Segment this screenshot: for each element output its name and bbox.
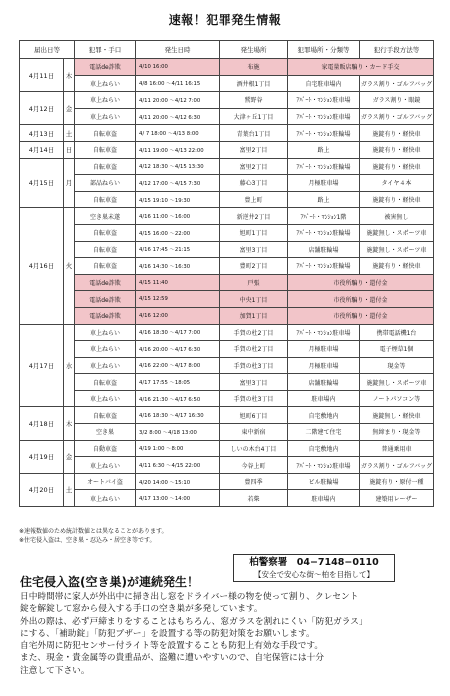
- occurrence-place: 富里2丁目: [220, 141, 288, 158]
- crime-type: オートバイ盗: [75, 473, 136, 490]
- report-date: 4月11日: [20, 59, 64, 92]
- table-row: [20, 75, 434, 92]
- occurrence-datetime: 4/8 16:00 〜4/11 16:15: [136, 75, 220, 92]
- crime-method: ガラス割り・ゴルフバッグ: [360, 108, 434, 125]
- occurrence-place: 加賀1丁目: [220, 307, 288, 324]
- table-body: [20, 59, 434, 507]
- warning-headline: 住宅侵入盗(空き巣)が連続発生！: [20, 575, 199, 589]
- crime-category: 家電量販店騙り・カード手交: [288, 59, 434, 76]
- day-of-week: 木: [64, 59, 75, 92]
- crime-category: ビル駐輪場: [288, 473, 360, 490]
- report-date: 4月17日: [20, 324, 64, 407]
- police-contact-box: [233, 554, 395, 582]
- occurrence-datetime: 4/16 18:30 〜4/17 16:30: [136, 407, 220, 424]
- body-line: 注意して下さい。: [20, 665, 90, 676]
- occurrence-datetime: 4/15 16:00 〜22:00: [136, 224, 220, 241]
- crime-category: 路上: [288, 141, 360, 158]
- report-date: 4月13日: [20, 125, 64, 142]
- table-row: [20, 291, 434, 308]
- occurrence-place: 富里2丁目: [220, 158, 288, 175]
- table-row: [20, 424, 434, 441]
- crime-category: 月極駐車場: [288, 357, 360, 374]
- occurrence-place: 豊四季: [220, 473, 288, 490]
- crime-type: 車上ねらい: [75, 490, 136, 507]
- table-row: [20, 108, 434, 125]
- crime-type: 電話de詐欺: [75, 291, 136, 308]
- table-row: [20, 274, 434, 291]
- crime-type: 車上ねらい: [75, 357, 136, 374]
- crime-type: 自転車盗: [75, 258, 136, 275]
- crime-type: 電話de詐欺: [75, 307, 136, 324]
- crime-type: 車上ねらい: [75, 92, 136, 109]
- table-row: [20, 490, 434, 507]
- crime-method: 現金等: [360, 357, 434, 374]
- crime-type: 車上ねらい: [75, 108, 136, 125]
- table-row: [20, 208, 434, 225]
- report-date: 4月19日: [20, 440, 64, 473]
- body-line: 自宅外周に防犯センサー付ライト等を設置することも防犯上有効な手段です。: [20, 641, 324, 652]
- occurrence-datetime: 3/2 8:00 〜4/18 13:00: [136, 424, 220, 441]
- table-row: [20, 473, 434, 490]
- occurrence-place: 若柴: [220, 490, 288, 507]
- table-row: [20, 440, 434, 457]
- crime-type: 車上ねらい: [75, 75, 136, 92]
- occurrence-datetime: 4/16 20:00 〜4/17 6:30: [136, 341, 220, 358]
- occurrence-datetime: 4/16 17:45 〜21:15: [136, 241, 220, 258]
- body-line: 錠を解錠して窓から侵入する手口の空き巣が多発しています。: [20, 604, 263, 615]
- occurrence-place: 酒井根1丁目: [220, 75, 288, 92]
- report-date: 4月15日: [20, 158, 64, 208]
- header-place: 発生場所: [220, 41, 288, 59]
- crime-type: 自転車盗: [75, 224, 136, 241]
- crime-category: ｱﾊﾟｰﾄ・ﾏﾝｼｮﾝ1階: [288, 208, 360, 225]
- crime-category: 駐車場内: [288, 390, 360, 407]
- day-of-week: 日: [64, 141, 75, 158]
- occurrence-place: 戸張: [220, 274, 288, 291]
- crime-type: 車上ねらい: [75, 390, 136, 407]
- crime-category: 月極駐車場: [288, 341, 360, 358]
- occurrence-datetime: 4/15 12:59: [136, 291, 220, 308]
- crime-method: 施錠有り・軽快車: [360, 125, 434, 142]
- crime-method: 無締まり・現金等: [360, 424, 434, 441]
- report-date: 4月16日: [20, 208, 64, 324]
- occurrence-place: 藤心3丁目: [220, 175, 288, 192]
- report-date: 4月20日: [20, 473, 64, 506]
- occurrence-place: 東中新宿: [220, 424, 288, 441]
- crime-method: 施錠有り・軽快車: [360, 141, 434, 158]
- day-of-week: 月: [64, 158, 75, 208]
- occurrence-place: 青葉台1丁目: [220, 125, 288, 142]
- crime-method: 施錠無し・軽快車: [360, 407, 434, 424]
- occurrence-datetime: 4/16 22:00 〜4/17 8:00: [136, 357, 220, 374]
- crime-category: ｱﾊﾟｰﾄ・ﾏﾝｼｮﾝ駐車場: [288, 324, 360, 341]
- crime-category: ｱﾊﾟｰﾄ・ﾏﾝｼｮﾝ駐輪場: [288, 224, 360, 241]
- occurrence-place: 富里3丁目: [220, 241, 288, 258]
- occurrence-place: 鷲野谷: [220, 92, 288, 109]
- crime-category: 店舗駐輪場: [288, 241, 360, 258]
- table-row: [20, 59, 434, 76]
- crime-method: 施錠無し・スポーツ車: [360, 241, 434, 258]
- occurrence-datetime: 4/12 18:30 〜4/15 13:30: [136, 158, 220, 175]
- table-row: [20, 141, 434, 158]
- table-row: [20, 407, 434, 424]
- crime-method: 携帯電話機1台: [360, 324, 434, 341]
- crime-method: ガラス割り・ゴルフバッグ: [360, 75, 434, 92]
- report-date: 4月18日: [20, 407, 64, 440]
- crime-method: ガラス割り・ゴルフバッグ: [360, 457, 434, 474]
- occurrence-datetime: 4/15 19:10 〜19:30: [136, 191, 220, 208]
- table-row: [20, 258, 434, 275]
- occurrence-datetime: 4/17 13:00 〜14:00: [136, 490, 220, 507]
- crime-type: 車上ねらい: [75, 457, 136, 474]
- crime-category: ｱﾊﾟｰﾄ・ﾏﾝｼｮﾝ駐車場: [288, 457, 360, 474]
- crime-type: 空き巣: [75, 424, 136, 441]
- crime-category: 駐車場内: [288, 490, 360, 507]
- crime-method: ノートパソコン等: [360, 390, 434, 407]
- occurrence-place: 豊上町: [220, 191, 288, 208]
- crime-category: ｱﾊﾟｰﾄ・ﾏﾝｼｮﾝ駐輪場: [288, 125, 360, 142]
- crime-category: 店舗駐輪場: [288, 374, 360, 391]
- table-row: [20, 374, 434, 391]
- occurrence-place: 手賀の杜3丁目: [220, 390, 288, 407]
- crime-category: 自宅敷地内: [288, 440, 360, 457]
- occurrence-datetime: 4/11 20:00 〜4/12 6:30: [136, 108, 220, 125]
- crime-type: 電話de詐欺: [75, 274, 136, 291]
- crime-type: 部品ねらい: [75, 175, 136, 192]
- occurrence-place: 今谷上町: [220, 457, 288, 474]
- crime-method: 施錠無し・スポーツ車: [360, 224, 434, 241]
- occurrence-place: 旭町1丁目: [220, 224, 288, 241]
- occurrence-datetime: 4/19 1:00 〜8:00: [136, 440, 220, 457]
- occurrence-datetime: 4/16 14:30 〜16:30: [136, 258, 220, 275]
- crime-category: 自宅敷地内: [288, 407, 360, 424]
- occurrence-datetime: 4/16 11:00 〜16:00: [136, 208, 220, 225]
- police-slogan: 【安全で安心な街〜柏を目指して】: [254, 570, 374, 579]
- crime-type: 自転車盗: [75, 374, 136, 391]
- table-row: [20, 158, 434, 175]
- note-line: ※住宅侵入盗は、空き巣・忍込み・居空き等です。: [19, 537, 156, 544]
- occurrence-place: しいの木台4丁目: [220, 440, 288, 457]
- header-crime-type: 犯罪・手口: [75, 41, 136, 59]
- occurrence-place: 中央1丁目: [220, 291, 288, 308]
- occurrence-datetime: 4/15 11:40: [136, 274, 220, 291]
- crime-category: ｱﾊﾟｰﾄ・ﾏﾝｼｮﾝ駐輪場: [288, 258, 360, 275]
- crime-category: ｱﾊﾟｰﾄ・ﾏﾝｼｮﾝ駐車場: [288, 92, 360, 109]
- table-row: [20, 341, 434, 358]
- crime-category: 二階建て住宅: [288, 424, 360, 441]
- report-date: 4月14日: [20, 141, 64, 158]
- crime-category: ｱﾊﾟｰﾄ・ﾏﾝｼｮﾝ駐輪場: [288, 158, 360, 175]
- occurrence-place: 旭町6丁目: [220, 407, 288, 424]
- occurrence-place: 豊町2丁目: [220, 258, 288, 275]
- police-phone: 柏警察署 04−7148−0110: [249, 557, 379, 568]
- header-datetime: 発生日時: [136, 41, 220, 59]
- occurrence-datetime: 4/16 18:30 〜4/17 7:00: [136, 324, 220, 341]
- table-row: [20, 457, 434, 474]
- crime-type: 電話de詐欺: [75, 59, 136, 76]
- warning-body: [20, 591, 430, 677]
- occurrence-datetime: 4/10 16:00: [136, 59, 220, 76]
- crime-method: 施錠無し・スポーツ車: [360, 374, 434, 391]
- table-row: [20, 241, 434, 258]
- day-of-week: 土: [64, 473, 75, 506]
- crime-type: 自動車盗: [75, 440, 136, 457]
- body-line: 日中時間帯に家人が外出中に掃き出し窓をドライバー様の物を使って割り、クレセント: [20, 592, 359, 602]
- table-row: [20, 357, 434, 374]
- crime-method: タイヤ４本: [360, 175, 434, 192]
- crime-category: ｱﾊﾟｰﾄ・ﾏﾝｼｮﾝ駐車場: [288, 108, 360, 125]
- crime-method: 普通乗用車: [360, 440, 434, 457]
- table-row: [20, 125, 434, 142]
- header-category: 犯罪場所・分類等: [288, 41, 360, 59]
- crime-type: 車上ねらい: [75, 341, 136, 358]
- occurrence-place: 手賀の杜2丁目: [220, 341, 288, 358]
- crime-category: 月極駐車場: [288, 175, 360, 192]
- crime-type: 自転車盗: [75, 141, 136, 158]
- occurrence-datetime: 4/17 17:55 〜18:05: [136, 374, 220, 391]
- occurrence-place: 大津ヶ丘1丁目: [220, 108, 288, 125]
- table-row: [20, 390, 434, 407]
- table-row: [20, 224, 434, 241]
- crime-method: 施錠有り・原付一種: [360, 473, 434, 490]
- body-line: また、現金・貴金属等の貴重品が、盗難に遭いやすいので、自宅保管には十分: [20, 653, 324, 664]
- occurrence-place: 手賀の杜3丁目: [220, 357, 288, 374]
- report-date: 4月12日: [20, 92, 64, 125]
- occurrence-place: 富里3丁目: [220, 374, 288, 391]
- crime-method: 施錠有り・軽快車: [360, 191, 434, 208]
- table-row: [20, 175, 434, 192]
- crime-type: 車上ねらい: [75, 324, 136, 341]
- day-of-week: 金: [64, 440, 75, 473]
- occurrence-place: 手賀の杜2丁目: [220, 324, 288, 341]
- occurrence-datetime: 4/16 12:00: [136, 307, 220, 324]
- header-date: 届出日等: [20, 41, 75, 59]
- crime-method: ガラス割り・眼鏡: [360, 92, 434, 109]
- crime-category: 市役所騙り・還付金: [288, 307, 434, 324]
- occurrence-datetime: 4/ 7 18:00 〜4/13 8:00: [136, 125, 220, 142]
- crime-category: 市役所騙り・還付金: [288, 291, 434, 308]
- occurrence-datetime: 4/16 21:30 〜4/17 6:50: [136, 390, 220, 407]
- crime-category: 市役所騙り・還付金: [288, 274, 434, 291]
- note-line: ※速報数値のため統計数値とは異なることがあります。: [19, 528, 168, 535]
- table-row: [20, 191, 434, 208]
- day-of-week: 火: [64, 208, 75, 324]
- crime-category: 自宅駐車場内: [288, 75, 360, 92]
- crime-method: 建築用レーザー: [360, 490, 434, 507]
- crime-type: 自転車盗: [75, 241, 136, 258]
- notes: [19, 527, 168, 545]
- crime-type: 空き巣未遂: [75, 208, 136, 225]
- crime-category: 路上: [288, 191, 360, 208]
- day-of-week: 土: [64, 125, 75, 142]
- occurrence-place: 新逆井2丁目: [220, 208, 288, 225]
- table-row: [20, 324, 434, 341]
- day-of-week: 木: [64, 407, 75, 440]
- occurrence-datetime: 4/20 14:00 〜15:10: [136, 473, 220, 490]
- table-row: [20, 307, 434, 324]
- body-line: 外出の際は、必ず戸締まりをすることはもちろん、窓ガラスを割れにくい「防犯ガラス」: [20, 616, 368, 627]
- crime-method: 被害無し: [360, 208, 434, 225]
- table-row: [20, 92, 434, 109]
- occurrence-datetime: 4/11 6:30 〜4/15 22:00: [136, 457, 220, 474]
- header-method: 犯行手段方法等: [360, 41, 434, 59]
- crime-type: 自転車盗: [75, 158, 136, 175]
- table-header-row: [20, 41, 434, 59]
- crime-table: [19, 40, 434, 507]
- crime-type: 自転車盗: [75, 125, 136, 142]
- occurrence-datetime: 4/12 17:00 〜4/15 7:30: [136, 175, 220, 192]
- body-line: にする、「補助錠」「防犯ブザー」を設置する等の防犯対策をお願いします。: [20, 628, 315, 639]
- page-title: 速報！犯罪発生情報: [168, 13, 282, 27]
- occurrence-datetime: 4/11 20:00 〜4/12 7:00: [136, 92, 220, 109]
- day-of-week: 水: [64, 324, 75, 407]
- day-of-week: 金: [64, 92, 75, 125]
- crime-method: 施錠有り・軽快車: [360, 158, 434, 175]
- crime-method: 電子煙草1個: [360, 341, 434, 358]
- crime-type: 自転車盗: [75, 407, 136, 424]
- crime-type: 自転車盗: [75, 191, 136, 208]
- occurrence-place: 布施: [220, 59, 288, 76]
- occurrence-datetime: 4/11 19:00 〜4/13 22:00: [136, 141, 220, 158]
- crime-method: 施錠有り・軽快車: [360, 258, 434, 275]
